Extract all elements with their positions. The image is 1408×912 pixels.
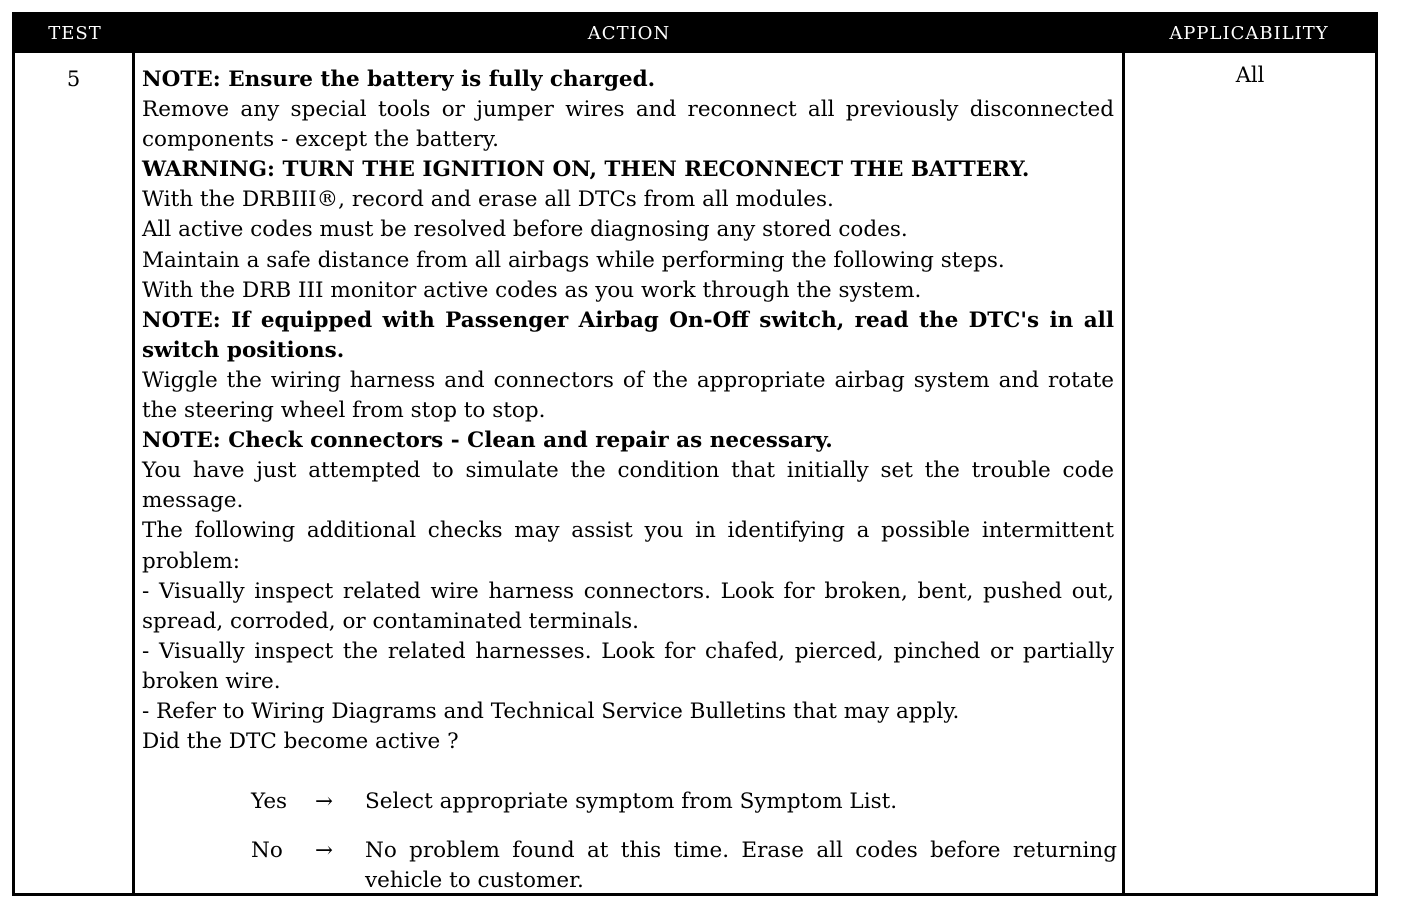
action-line: Did the DTC become active ? xyxy=(142,729,459,755)
action-line: NOTE: If equipped with Passenger Airbag On-Off switch, read the DTC's in all switch positions. xyxy=(142,307,1114,363)
table-header xyxy=(15,15,1375,53)
answer-label: No xyxy=(251,838,283,864)
answer-text: No problem found at this time. Erase all codes before returning vehicle to customer. xyxy=(365,838,1117,894)
answer-options xyxy=(251,787,1121,896)
action-line: - Refer to Wiring Diagrams and Technical Service Bulletins that may apply. xyxy=(142,698,960,724)
header-applicability: APPLICABILITY xyxy=(1169,23,1329,44)
answer-label: Yes xyxy=(251,789,288,814)
right-arrow-icon: → xyxy=(315,838,334,864)
action-line: Maintain a safe distance from all airbags while performing the following steps. xyxy=(142,247,1005,273)
action-line: Wiggle the wiring harness and connectors of the appropriate airbag system and rotate the steering wheel from stop to stop. xyxy=(142,367,1114,424)
action-line: - Visually inspect the related harnesses. Look for chafed, pierced, pinched or partially broken wire. xyxy=(142,638,1114,694)
answer-text: Select appropriate symptom from Symptom List. xyxy=(365,789,898,814)
applicability-value: All xyxy=(1235,63,1265,87)
action-line: The following additional checks may assist you in identifying a possible intermittent problem: xyxy=(142,518,1114,574)
answer-no xyxy=(251,836,1121,896)
test-number: 5 xyxy=(66,67,81,91)
action-line: With the DRB III monitor active codes as you work through the system. xyxy=(142,277,922,303)
diagnostic-test-table xyxy=(12,12,1378,896)
action-line: Remove any special tools or jumper wires and reconnect all previously disconnected components - except the battery. xyxy=(142,97,1114,153)
action-line: WARNING: TURN THE IGNITION ON, THEN RECONNECT THE BATTERY. xyxy=(142,157,1030,183)
column-divider xyxy=(1122,53,1125,893)
action-line: All active codes must be resolved before diagnosing any stored codes. xyxy=(142,217,908,243)
answer-yes xyxy=(251,787,1121,817)
column-divider xyxy=(132,53,135,893)
action-line: - Visually inspect related wire harness connectors. Look for broken, bent, pushed out, spread, corroded, or contaminated terminals. xyxy=(142,578,1114,634)
action-line: NOTE: Check connectors - Clean and repair as necessary. xyxy=(142,428,833,454)
header-action: ACTION xyxy=(587,23,671,44)
right-arrow-icon: → xyxy=(315,789,334,814)
header-test: TEST xyxy=(48,23,102,44)
action-line: NOTE: Ensure the battery is fully charged. xyxy=(142,67,656,92)
action-line: With the DRBIII®, record and erase all DTCs from all modules. xyxy=(142,187,834,213)
action-line: You have just attempted to simulate the condition that initially set the trouble code message. xyxy=(142,458,1114,514)
action-text xyxy=(142,65,1114,757)
